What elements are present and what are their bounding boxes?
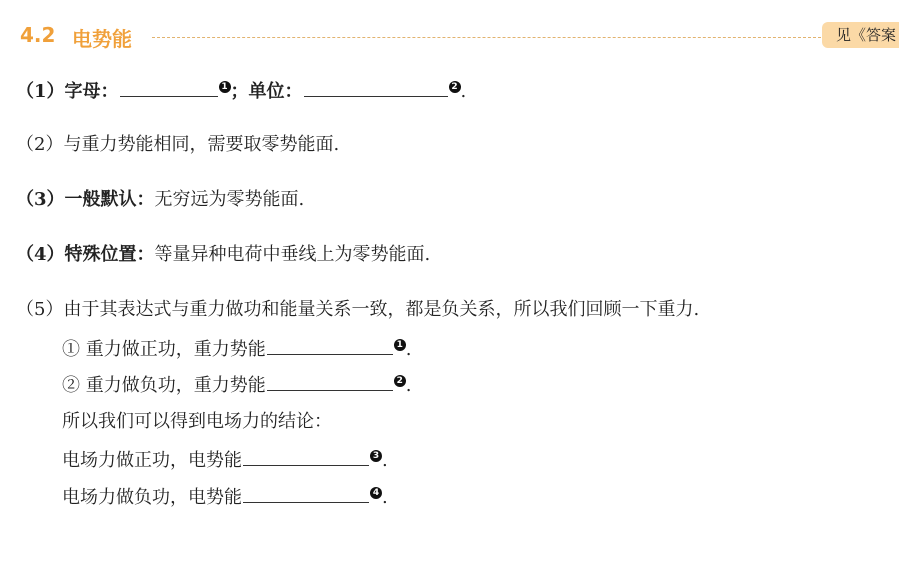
item-2 bbox=[16, 133, 339, 157]
letter-blank[interactable] bbox=[120, 78, 218, 97]
sub-item-3-blank[interactable] bbox=[243, 447, 369, 466]
item-1-unit-label: 单位： bbox=[248, 81, 303, 102]
unit-blank[interactable] bbox=[304, 78, 448, 97]
item-5 bbox=[16, 298, 699, 322]
section-number: 4.2 bbox=[20, 23, 56, 47]
item-3-label: 一般默认： bbox=[64, 189, 155, 210]
conclusion-text: 所以我们可以得到电场力的结论： bbox=[62, 411, 332, 432]
item-5-number: （5） bbox=[16, 299, 64, 320]
item-1 bbox=[16, 78, 466, 104]
sub-item-3 bbox=[62, 447, 388, 473]
answer-marker-2: 2 bbox=[449, 81, 461, 93]
section-title: 电势能 bbox=[72, 27, 132, 51]
sub-item-3-text: 电场力做正功，电势能 bbox=[62, 450, 242, 471]
sub-item-1-period: . bbox=[405, 339, 412, 360]
item-5-text: 由于其表达式与重力做功和能量关系一致，都是负关系，所以我们回顾一下重力. bbox=[63, 299, 700, 320]
item-3-text: 无穷远为零势能面. bbox=[154, 189, 305, 210]
item-4-number: （4） bbox=[16, 244, 65, 265]
sub-item-2-period: . bbox=[405, 375, 412, 396]
item-3-number: （3） bbox=[16, 189, 65, 210]
item-2-text: 与重力势能相同，需要取零势能面. bbox=[63, 134, 340, 155]
item-4 bbox=[16, 243, 430, 267]
sub-item-1-text: ① 重力做正功，重力势能 bbox=[62, 339, 266, 360]
sub-item-4-text: 电场力做负功，电势能 bbox=[62, 487, 242, 508]
sub-item-2 bbox=[62, 372, 411, 398]
sub-item-4-period: . bbox=[382, 487, 388, 508]
item-3 bbox=[16, 188, 304, 212]
answer-reference-tab: 见《答案 bbox=[822, 22, 899, 48]
sub-item-2-blank[interactable] bbox=[267, 372, 393, 391]
item-1-letter-label: 字母： bbox=[64, 81, 119, 102]
answer-marker-1: 1 bbox=[219, 81, 231, 93]
sub-item-2-text: ② 重力做负功，重力势能 bbox=[62, 375, 266, 396]
item-1-period: . bbox=[460, 81, 467, 102]
sub-item-4 bbox=[62, 484, 388, 510]
section-header bbox=[0, 20, 899, 56]
sub-answer-marker-2: 2 bbox=[394, 375, 406, 387]
sub-answer-marker-4: 4 bbox=[370, 487, 382, 499]
sub-item-1 bbox=[62, 336, 411, 362]
item-2-number: （2） bbox=[16, 134, 64, 155]
item-1-separator: ； bbox=[230, 81, 249, 102]
sub-answer-marker-1: 1 bbox=[394, 339, 406, 351]
sub-item-1-blank[interactable] bbox=[267, 336, 393, 355]
item-4-label: 特殊位置： bbox=[64, 244, 155, 265]
header-divider bbox=[152, 37, 821, 38]
sub-item-4-blank[interactable] bbox=[243, 484, 369, 503]
sub-item-3-period: . bbox=[382, 450, 388, 471]
conclusion-line bbox=[62, 410, 332, 434]
item-1-number: （1） bbox=[16, 81, 65, 102]
item-4-text: 等量异种电荷中垂线上为零势能面. bbox=[154, 244, 431, 265]
sub-answer-marker-3: 3 bbox=[370, 450, 382, 462]
